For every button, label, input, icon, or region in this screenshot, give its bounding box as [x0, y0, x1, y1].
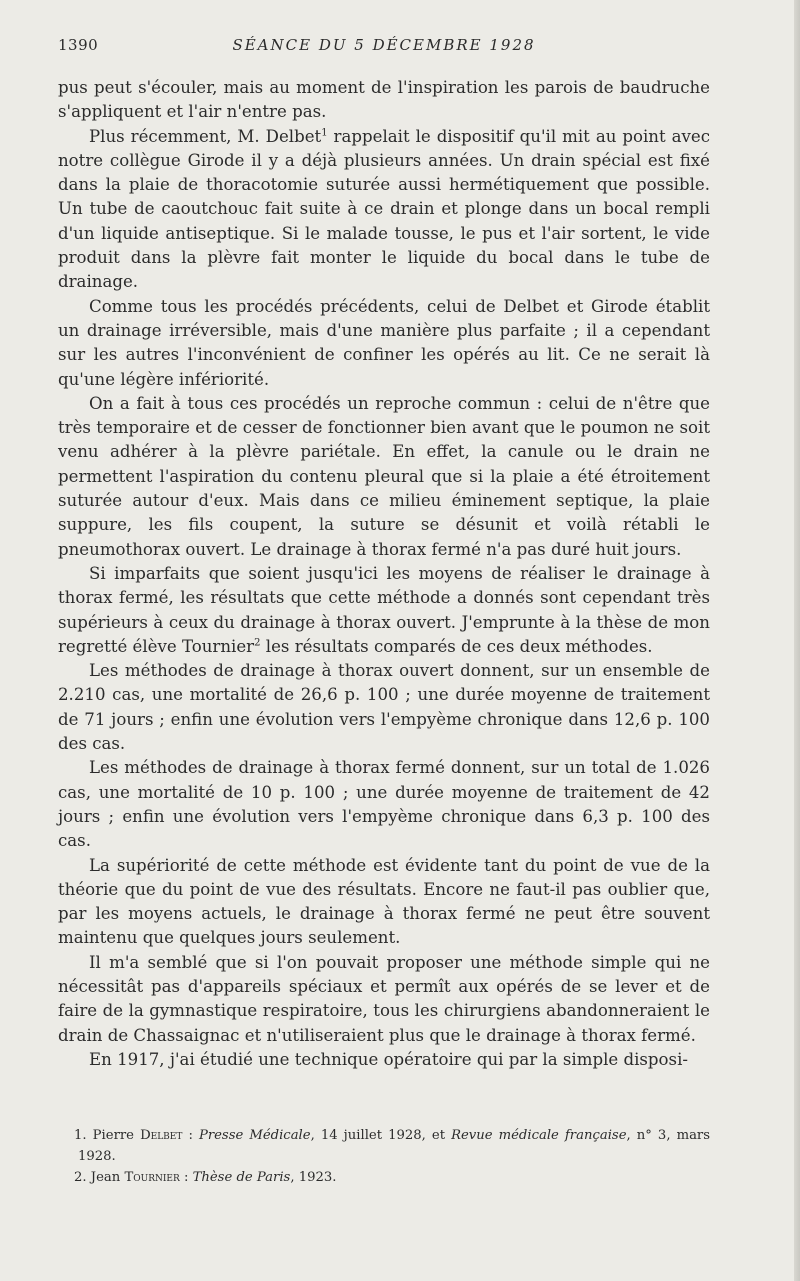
body-text [58, 76, 710, 1072]
footnote-tail: , n° 3, mars 1928. [78, 1128, 711, 1164]
paragraph: Les méthodes de drainage à thorax ouvert donnent, sur un ensemble de 2.210 cas, une mortalité de 26,6 p. 100 ; une durée moyenne de traitement de 71 jours ; enfin une évolution vers l'empyème chronique dans 12,6 p. 100 des cas. [58, 661, 710, 754]
paragraph [58, 562, 710, 659]
footnote-date: , 14 juillet 1928, et [310, 1128, 452, 1143]
footnote-1 [58, 1125, 710, 1167]
footnote-author-first: Pierre [92, 1128, 134, 1143]
paragraph-text: les résultats comparés de ces deux méthodes. [260, 636, 653, 656]
footnotes [58, 1125, 710, 1188]
footnote-separator: : [179, 1170, 193, 1185]
running-header [58, 36, 710, 58]
footnote-separator: : [182, 1128, 199, 1143]
footnote-number: 1. [74, 1128, 87, 1143]
footnote-number: 2. [74, 1170, 87, 1185]
running-title: SÉANCE DU 5 DÉCEMBRE 1928 [232, 36, 536, 54]
footnote-author-last: Tournier [124, 1170, 180, 1185]
page-edge [794, 0, 800, 1281]
paragraph-text: rappelait le dispositif qu'il mit au point avec notre collègue Girode il y a déjà plusieurs années. Un drain spécial est fixé dans la plaie de thoracotomie suturée aussi hermétiquement que possible. Un tube de caoutchouc fait suite à ce drain et plonge dans un bocal rempli d'un liquide antiseptique. Si le malade tousse, le pus et l'air sortent, le vide produit dans la plèvre fait monter le liquide du bocal dans le tube de drainage. [58, 126, 710, 292]
paragraph: Comme tous les procédés précédents, celui de Delbet et Girode établit un drainage irréversible, mais d'une manière plus parfaite ; il a cependant sur les autres l'inconvénient de confiner les opérés au lit. Ce ne serait là qu'une légère infériorité. [58, 296, 710, 389]
paragraph: Les méthodes de drainage à thorax fermé donnent, sur un total de 1.026 cas, une mortalité de 10 p. 100 ; une durée moyenne de traitement de 42 jours ; enfin une évolution vers l'empyème chronique dans 6,3 p. 100 des cas. [58, 758, 710, 851]
paragraph: pus peut s'écouler, mais au moment de l'inspiration les parois de baudruche s'appliquent et l'air n'entre pas. [58, 78, 710, 122]
paragraph: La supériorité de cette méthode est évidente tant du point de vue de la théorie que du point de vue des résultats. Encore ne faut-il pas oublier que, par les moyens actuels, le drainage à thorax fermé ne peut être souvent maintenu que quelques jours seulement. [58, 855, 710, 948]
paragraph-text: Si imparfaits que soient jusqu'ici les moyens de réaliser le drainage à thorax fermé, les résultats que cette méthode a donnés sont cependant très supérieurs à ceux du drainage à thorax ouvert. J'emprunte à la thèse de mon regretté élève Tournier [58, 563, 710, 656]
paragraph [58, 125, 710, 295]
page-number: 1390 [58, 36, 99, 54]
footnote-author-first: Jean [90, 1170, 121, 1185]
footnote-author-last: Delbet [140, 1128, 183, 1143]
footnote-title: Thèse de Paris [192, 1170, 291, 1185]
footnote-journal: Revue médicale française [451, 1128, 627, 1143]
footnote-marker: 1 [321, 127, 328, 139]
paragraph: On a fait à tous ces procédés un reproche commun : celui de n'être que très temporaire et de cesser de fonctionner bien avant que le poumon ne soit venu adhérer à la plèvre pariétale. En effet, la canule ou le drain ne permettent l'aspiration du contenu pleural que si la plaie a été étroitement suturée autour d'eux. Mais dans ce milieu éminement septique, la plaie suppure, les fils coupent, la suture se désunit et voilà rétabli le pneumothorax ouvert. Le drainage à thorax fermé n'a pas duré huit jours. [58, 393, 710, 559]
paragraph-text: Plus récemment, M. Delbet [89, 126, 322, 146]
paragraph: En 1917, j'ai étudié une technique opératoire qui par la simple disposi- [89, 1049, 688, 1069]
footnote-tail: , 1923. [290, 1170, 337, 1185]
paragraph: Il m'a semblé que si l'on pouvait proposer une méthode simple qui ne nécessitât pas d'appareils spéciaux et permît aux opérés de se lever et de faire de la gymnastique respiratoire, tous les chirurgiens abandonneraient le drain de Chassaignac et n'utiliseraient plus que le drainage à thorax fermé. [58, 952, 710, 1045]
footnote-marker: 2 [254, 637, 261, 649]
footnote-2 [58, 1167, 710, 1188]
footnote-journal: Presse Médicale [198, 1128, 311, 1143]
